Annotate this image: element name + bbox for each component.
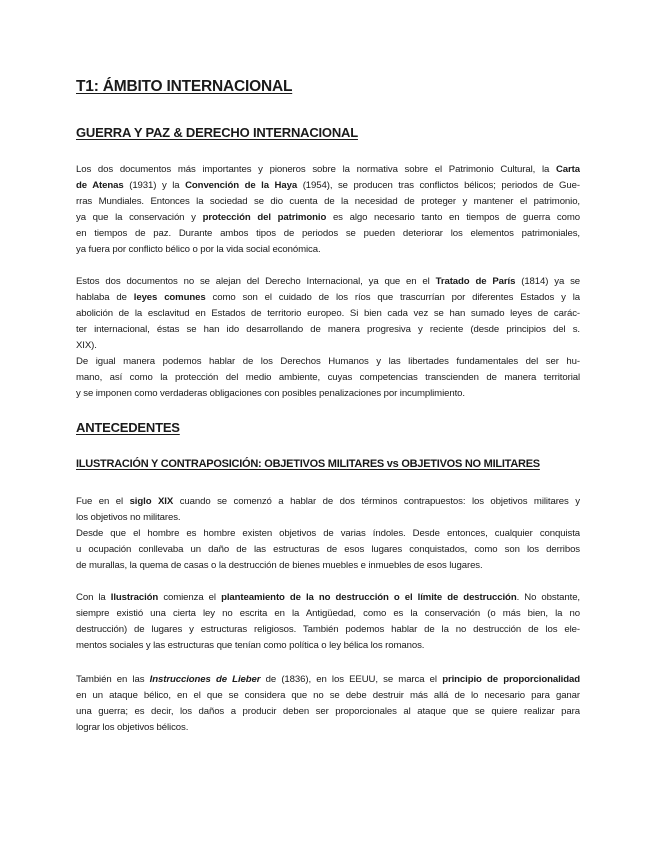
text-line: en un ataque bélico, en el que se considera que no se debe destruir más allá de lo necesario para ganar xyxy=(76,690,580,701)
text-line: mano, así como la protección del medio ambiente, cuyas competencias transcienden de manera territorial xyxy=(76,372,580,383)
text-line: ya fuera por conflicto bélico o por la vida social económica. xyxy=(76,244,321,255)
text-line: abolición de la esclavitud en Estados de territorio europeo. Si bien cada vez se han sumado leyes de carác- xyxy=(76,308,580,319)
text-line: ter internacional, éstas se han ido desarrollando de manera progresiva y reciente (desde principios del s. xyxy=(76,324,580,335)
section-heading-antecedentes: ANTECEDENTES xyxy=(76,420,180,435)
text-line: destrucción) de lugares y estructuras religiosos. También podemos hablar de la no destrucción de los ele- xyxy=(76,624,580,635)
paragraph-siglo-xix xyxy=(76,494,580,526)
text-line: rras Mundiales. Entonces la sociedad se dio cuenta de la necesidad de proteger y mantener el patrimonio, xyxy=(76,196,580,207)
text-line: mentos sociales y las estructuras que tenían como política o ley bélica los romanos. xyxy=(76,640,425,651)
text-line: u ocupación conllevaba un daño de las estructuras de esos lugares conquistados, como son los derribos xyxy=(76,544,580,555)
text-line: ya que la conservación y protección del patrimonio es algo necesario tanto en tiempos de guerra como xyxy=(76,212,580,223)
text-line: Desde que el hombre es hombre existen objetivos de varias índoles. Desde entonces, cualquier conquista xyxy=(76,528,580,539)
paragraph-objetivos xyxy=(76,526,580,574)
text-line: los objetivos no militares. xyxy=(76,512,181,523)
text-line: y se imponen como verdaderas obligaciones con posibles penalizaciones por incumplimiento. xyxy=(76,388,465,399)
paragraph-documentos-pioneros xyxy=(76,162,580,258)
paragraph-lieber xyxy=(76,672,580,736)
paragraph-derechos-humanos xyxy=(76,354,580,402)
text-line: siempre existió una cierta ley no escrita en la Antigüedad, como es la conservación (o más bien, la no xyxy=(76,608,580,619)
text-line: Estos dos documentos no se alejan del Derecho Internacional, ya que en el Tratado de París (1814) ya se xyxy=(76,276,580,287)
text-line: de Atenas (1931) y la Convención de la Haya (1954), se producen tras conflictos bélicos; periodos de Gue- xyxy=(76,180,580,191)
subsection-heading-ilustracion: ILUSTRACIÓN Y CONTRAPOSICIÓN: OBJETIVOS MILITARES vs OBJETIVOS NO MILITARES xyxy=(76,458,540,470)
text-line: También en las Instrucciones de Lieber de (1836), en los EEUU, se marca el principio de proporcionalidad xyxy=(76,674,580,685)
text-line: Fue en el siglo XIX cuando se comenzó a hablar de dos términos contrapuestos: los objetivos militares y xyxy=(76,496,580,507)
text-line: en tiempos de paz. Durante ambos tipos de periodos se pueden deteriorar los elementos patrimoniales, xyxy=(76,228,580,239)
section-heading-guerra-y-paz: GUERRA Y PAZ & DERECHO INTERNACIONAL xyxy=(76,125,358,140)
text-line: de murallas, la quema de casas o la destrucción de bienes muebles e inmuebles de esos lugares. xyxy=(76,560,483,571)
text-line: una guerra; es decir, los daños a producir deben ser proporcionales al ataque que se quiere realizar para xyxy=(76,706,580,717)
text-line: XIX). xyxy=(76,340,97,351)
page-title: T1: ÁMBITO INTERNACIONAL xyxy=(76,78,293,95)
text-line: De igual manera podemos hablar de los Derechos Humanos y las libertades fundamentales del ser hu- xyxy=(76,356,580,367)
paragraph-ilustracion xyxy=(76,590,580,654)
paragraph-derecho-internacional xyxy=(76,274,580,354)
text-line: hablaba de leyes comunes como son el cuidado de los ríos que trascurrían por diferentes Estados y la xyxy=(76,292,580,303)
text-line: Los dos documentos más importantes y pioneros sobre la normativa sobre el Patrimonio Cultural, la Carta xyxy=(76,164,580,175)
text-line: lograr los objetivos bélicos. xyxy=(76,722,189,733)
text-line: Con la Ilustración comienza el planteamiento de la no destrucción o el límite de destrucción. No obstante, xyxy=(76,592,580,603)
